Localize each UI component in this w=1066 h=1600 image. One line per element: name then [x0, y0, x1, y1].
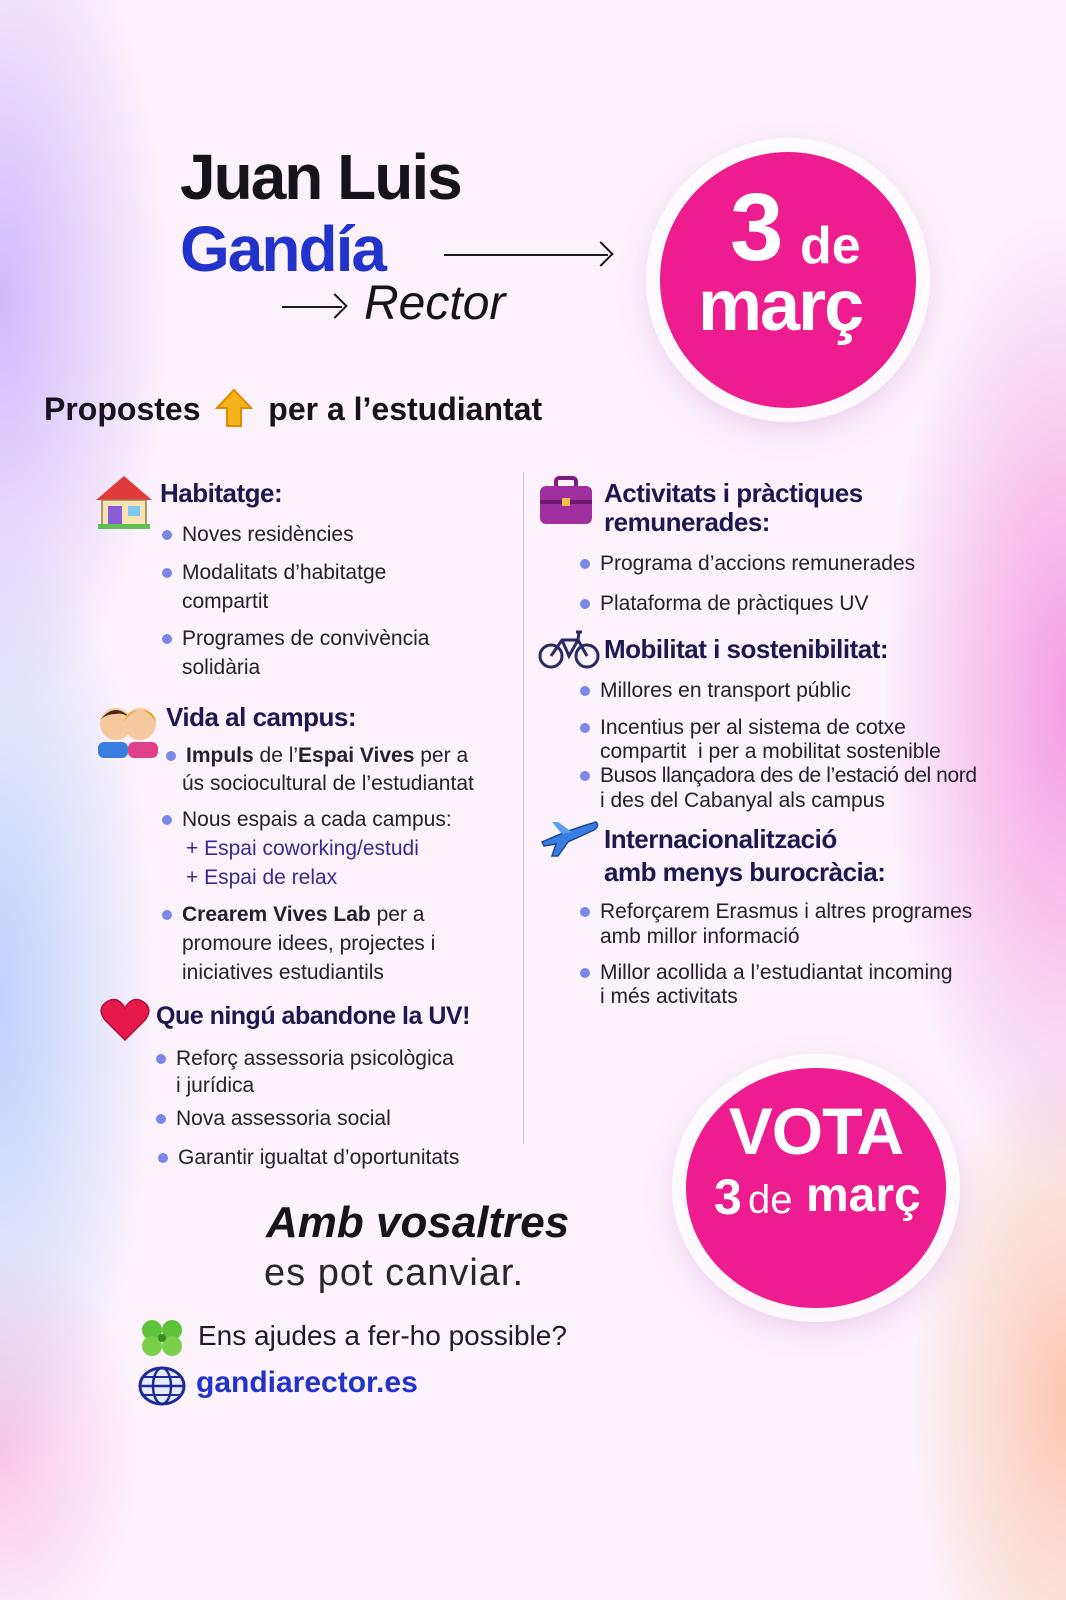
proposals-title	[44, 388, 542, 428]
vote-badge-month: març	[806, 1169, 921, 1222]
vote-badge-day: 3	[714, 1169, 742, 1225]
up-arrow-icon	[215, 388, 253, 428]
section-title-vida: Vida al campus:	[166, 702, 356, 732]
date-badge-day: 3	[730, 174, 784, 281]
bullet-icon	[162, 910, 172, 920]
clover-icon	[138, 1318, 186, 1358]
section-title-abandone: Que ningú abandone la UV!	[156, 1002, 470, 1030]
list-item-continuation: i jurídica	[176, 1074, 255, 1097]
sub-item: + Espai coworking/estudi	[186, 837, 419, 860]
heart-icon	[100, 998, 150, 1042]
section-title-internacional: Internacionalització amb menys burocràcia:	[604, 824, 886, 887]
list-item: Programes de convivència	[182, 626, 429, 651]
list-item: Programa d’accions remunerades	[600, 551, 915, 576]
date-badge-month: març	[698, 266, 863, 346]
list-item-continuation: ús sociocultural de l’estudiantat	[182, 772, 474, 795]
list-item: Reforçarem Erasmus i altres programes	[600, 899, 972, 924]
section-title-mobilitat: Mobilitat i sostenibilitat:	[604, 634, 889, 664]
candidate-role: Rector	[364, 277, 506, 330]
bullet-icon	[580, 686, 590, 696]
list-item: Reforç assessoria psicològica	[176, 1046, 454, 1071]
list-item: Plataforma de pràctiques UV	[600, 591, 868, 616]
slogan-line-2: es pot canviar.	[264, 1252, 525, 1294]
call-to-action: Ens ajudes a fer-ho possible?	[198, 1320, 567, 1351]
globe-icon	[138, 1366, 186, 1406]
website-link[interactable]: gandiarector.es	[196, 1366, 418, 1399]
date-badge-de: de	[800, 217, 861, 275]
section-title-habitatge: Habitatge:	[160, 478, 283, 508]
arrow-right-icon	[444, 254, 608, 256]
list-item-continuation: compartit i per a mobilitat sostenible	[600, 740, 941, 763]
list-item: Incentius per al sistema de cotxe	[600, 715, 906, 740]
list-item-continuation: iniciatives estudiantils	[182, 961, 384, 984]
proposals-title-before: Propostes	[44, 391, 201, 427]
list-item: Millor acollida a l’estudiantat incoming	[600, 960, 953, 985]
list-item: Nova assessoria social	[176, 1106, 391, 1131]
bullet-icon	[162, 568, 172, 578]
list-item-continuation: i des del Cabanyal als campus	[600, 789, 885, 812]
bullet-icon	[162, 530, 172, 540]
bullet-icon	[580, 771, 590, 781]
list-item: Nous espais a cada campus:	[182, 807, 452, 832]
bullet-icon	[156, 1054, 166, 1064]
candidate-surname: Gandía	[180, 213, 385, 285]
list-item-continuation: compartit	[182, 590, 269, 613]
bullet-icon	[580, 723, 590, 733]
list-item-continuation: i més activitats	[600, 985, 738, 1008]
proposals-title-after: per a l’estudiantat	[268, 391, 543, 427]
sub-item: + Espai de relax	[186, 866, 338, 889]
bullet-icon	[580, 968, 590, 978]
bullet-icon	[166, 751, 176, 761]
list-item: Impuls de l’Espai Vives per a	[186, 743, 468, 768]
list-item-continuation: solidària	[182, 656, 261, 679]
list-item: Busos llançadora des de l’estació del nord	[600, 763, 977, 788]
list-item-continuation: promoure idees, projectes i	[182, 932, 436, 955]
bullet-icon	[580, 907, 590, 917]
bullet-icon	[580, 559, 590, 569]
briefcase-icon	[538, 476, 594, 526]
couple-icon	[94, 702, 162, 760]
list-item: Noves residències	[182, 522, 354, 547]
column-divider	[523, 472, 524, 1144]
arrow-right-small-icon	[282, 306, 342, 308]
vote-badge-vota: VOTA	[728, 1094, 904, 1168]
house-icon	[94, 474, 154, 530]
airplane-icon	[538, 816, 600, 860]
date-badge	[660, 152, 916, 408]
section-title-activitats: Activitats i pràctiques remunerades:	[604, 478, 863, 537]
candidate-first-name: Juan Luis	[180, 141, 461, 213]
bullet-icon	[162, 815, 172, 825]
vote-badge	[686, 1068, 946, 1308]
list-item: Garantir igualtat d’oportunitats	[178, 1145, 459, 1170]
bullet-icon	[162, 634, 172, 644]
bullet-icon	[156, 1114, 166, 1124]
list-item: Modalitats d’habitatge	[182, 560, 386, 585]
vote-badge-de: de	[748, 1178, 793, 1222]
list-item-continuation: amb millor informació	[600, 925, 800, 948]
bullet-icon	[580, 599, 590, 609]
bicycle-icon	[538, 628, 600, 670]
list-item: Millores en transport públic	[600, 678, 851, 703]
bullet-icon	[158, 1153, 168, 1163]
list-item: Crearem Vives Lab per a	[182, 902, 424, 927]
slogan-line-1: Amb vosaltres	[266, 1198, 570, 1247]
